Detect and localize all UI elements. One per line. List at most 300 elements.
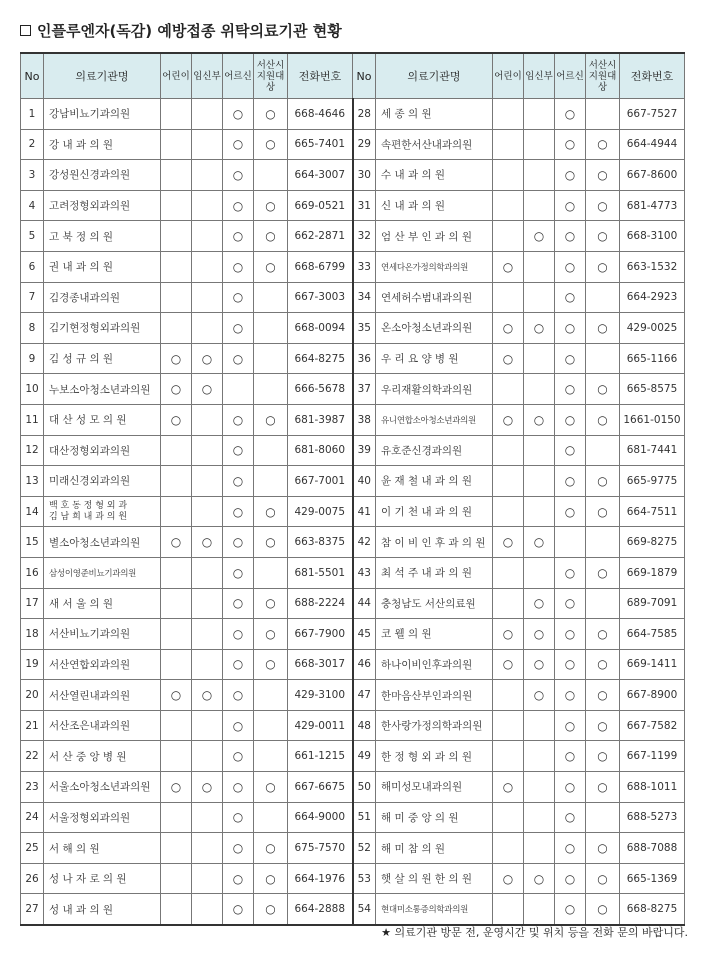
child-mark — [161, 496, 192, 527]
row-number: 36 — [353, 343, 376, 374]
child-header: 어린이 — [493, 53, 524, 99]
senior-mark: ○ — [555, 313, 586, 344]
clinic-name: 강남비뇨기과의원 — [44, 99, 161, 130]
city-support-mark — [254, 374, 288, 405]
phone-header: 전화번호 — [288, 53, 353, 99]
child-mark — [161, 802, 192, 833]
table-row — [21, 374, 685, 405]
child-mark: ○ — [493, 313, 524, 344]
senior-mark: ○ — [223, 251, 254, 282]
senior-mark: ○ — [555, 435, 586, 466]
senior-mark: ○ — [555, 772, 586, 803]
senior-mark: ○ — [223, 313, 254, 344]
pregnant-mark — [192, 282, 223, 313]
phone-number: 669-0521 — [288, 190, 353, 221]
pregnant-mark — [192, 190, 223, 221]
clinic-name: 우 리 요 양 병 원 — [376, 343, 493, 374]
clinic-name: 서울정형외과의원 — [44, 802, 161, 833]
row-number: 7 — [21, 282, 44, 313]
pregnant-mark: ○ — [524, 313, 555, 344]
clinic-name: 유니연합소아청소년과의원 — [376, 404, 493, 435]
city-support-mark: ○ — [586, 404, 620, 435]
row-number: 9 — [21, 343, 44, 374]
phone-number: 668-8275 — [620, 894, 685, 925]
clinic-name: 성 내 과 의 원 — [44, 894, 161, 925]
clinic-name: 백 호 동 정 형 외 과 김 남 희 내 과 의 원 — [44, 496, 161, 527]
table-row — [21, 251, 685, 282]
phone-header: 전화번호 — [620, 53, 685, 99]
clinic-name: 대 산 성 모 의 원 — [44, 404, 161, 435]
phone-number: 669-8275 — [620, 527, 685, 558]
pregnant-mark: ○ — [524, 527, 555, 558]
senior-mark: ○ — [555, 588, 586, 619]
city-support-mark — [254, 557, 288, 588]
senior-mark: ○ — [555, 802, 586, 833]
city-support-mark: ○ — [586, 313, 620, 344]
table-row — [21, 802, 685, 833]
child-mark: ○ — [161, 527, 192, 558]
row-number: 22 — [21, 741, 44, 772]
senior-mark: ○ — [555, 741, 586, 772]
pregnant-mark — [192, 863, 223, 894]
row-number: 54 — [353, 894, 376, 925]
phone-number: 664-2888 — [288, 894, 353, 925]
pregnant-mark — [192, 496, 223, 527]
phone-number: 664-7585 — [620, 619, 685, 650]
clinic-name: 김 성 규 의 원 — [44, 343, 161, 374]
city-support-mark: ○ — [586, 221, 620, 252]
clinic-name: 참 이 비 인 후 과 의 원 — [376, 527, 493, 558]
pregnant-mark: ○ — [524, 680, 555, 711]
child-mark — [493, 802, 524, 833]
pregnant-mark: ○ — [192, 527, 223, 558]
city-support-mark — [254, 435, 288, 466]
clinic-name: 수 내 과 의 원 — [376, 160, 493, 191]
senior-mark: ○ — [223, 772, 254, 803]
table-row — [21, 343, 685, 374]
clinic-table — [20, 52, 685, 926]
row-number: 45 — [353, 619, 376, 650]
phone-number: 667-3003 — [288, 282, 353, 313]
senior-mark: ○ — [555, 282, 586, 313]
row-number: 35 — [353, 313, 376, 344]
row-number: 31 — [353, 190, 376, 221]
clinic-name: 성 나 자 로 의 원 — [44, 863, 161, 894]
row-number: 28 — [353, 99, 376, 130]
phone-number: 688-1011 — [620, 772, 685, 803]
pregnant-mark — [524, 251, 555, 282]
phone-number: 681-4773 — [620, 190, 685, 221]
pregnant-mark — [524, 343, 555, 374]
city-support-mark: ○ — [254, 833, 288, 864]
phone-number: 663-1532 — [620, 251, 685, 282]
city-support-mark — [254, 160, 288, 191]
row-number: 16 — [21, 557, 44, 588]
row-number: 25 — [21, 833, 44, 864]
city-support-mark: ○ — [586, 680, 620, 711]
city-support-mark — [254, 802, 288, 833]
row-number: 38 — [353, 404, 376, 435]
city-support-mark — [586, 435, 620, 466]
city-support-mark — [254, 343, 288, 374]
city-support-mark: ○ — [586, 894, 620, 925]
phone-number: 665-1369 — [620, 863, 685, 894]
child-mark — [161, 619, 192, 650]
senior-mark: ○ — [555, 404, 586, 435]
pregnant-mark — [192, 833, 223, 864]
senior-mark: ○ — [223, 404, 254, 435]
child-mark — [161, 435, 192, 466]
city-support-mark — [586, 802, 620, 833]
table-row — [21, 588, 685, 619]
phone-number: 667-7001 — [288, 466, 353, 497]
row-number: 40 — [353, 466, 376, 497]
senior-mark: ○ — [555, 251, 586, 282]
city-support-mark: ○ — [586, 557, 620, 588]
senior-mark: ○ — [223, 99, 254, 130]
city-support-mark — [254, 710, 288, 741]
phone-number: 665-7401 — [288, 129, 353, 160]
row-number: 43 — [353, 557, 376, 588]
child-mark — [161, 313, 192, 344]
phone-number: 667-6675 — [288, 772, 353, 803]
pregnant-mark — [524, 741, 555, 772]
pregnant-mark — [192, 404, 223, 435]
phone-number: 669-1879 — [620, 557, 685, 588]
child-mark — [161, 557, 192, 588]
clinic-name: 윤 재 철 내 과 의 원 — [376, 466, 493, 497]
child-mark: ○ — [493, 343, 524, 374]
clinic-name: 온소아청소년과의원 — [376, 313, 493, 344]
row-number: 32 — [353, 221, 376, 252]
city-support-mark: ○ — [586, 160, 620, 191]
city-support-mark — [586, 527, 620, 558]
city-support-mark — [254, 466, 288, 497]
phone-number: 1661-0150 — [620, 404, 685, 435]
row-number: 18 — [21, 619, 44, 650]
phone-number: 664-1976 — [288, 863, 353, 894]
city-support-mark — [586, 343, 620, 374]
clinic-name: 김경종내과의원 — [44, 282, 161, 313]
city-support-mark — [254, 282, 288, 313]
senior-mark: ○ — [223, 802, 254, 833]
child-mark — [161, 99, 192, 130]
pregnant-mark — [192, 129, 223, 160]
clinic-name: 하나이비인후과의원 — [376, 649, 493, 680]
child-mark: ○ — [493, 404, 524, 435]
clinic-name: 최 석 주 내 과 의 원 — [376, 557, 493, 588]
phone-number: 665-1166 — [620, 343, 685, 374]
pregnant-mark — [192, 160, 223, 191]
page-title — [20, 20, 342, 41]
child-mark: ○ — [493, 863, 524, 894]
phone-number: 665-8575 — [620, 374, 685, 405]
table-row — [21, 190, 685, 221]
pregnant-mark — [524, 496, 555, 527]
senior-mark: ○ — [555, 190, 586, 221]
row-number: 1 — [21, 99, 44, 130]
clinic-name: 한마음산부인과의원 — [376, 680, 493, 711]
table-row — [21, 160, 685, 191]
clinic-name: 코 웰 의 원 — [376, 619, 493, 650]
pregnant-mark: ○ — [524, 649, 555, 680]
child-mark: ○ — [493, 772, 524, 803]
senior-header: 어르신 — [223, 53, 254, 99]
child-mark — [161, 894, 192, 925]
clinic-name: 세 종 의 원 — [376, 99, 493, 130]
phone-number: 429-0011 — [288, 710, 353, 741]
row-number: 11 — [21, 404, 44, 435]
city-support-mark — [586, 588, 620, 619]
senior-mark: ○ — [555, 466, 586, 497]
pregnant-mark — [524, 894, 555, 925]
senior-mark: ○ — [555, 894, 586, 925]
pregnant-mark — [192, 802, 223, 833]
child-mark — [161, 251, 192, 282]
page-title-text: 인플루엔자(독감) 예방접종 위탁의료기관 현황 — [37, 22, 342, 40]
phone-number: 667-1199 — [620, 741, 685, 772]
senior-mark: ○ — [555, 680, 586, 711]
pregnant-mark: ○ — [192, 772, 223, 803]
table-row — [21, 741, 685, 772]
pregnant-mark: ○ — [524, 588, 555, 619]
senior-mark: ○ — [223, 619, 254, 650]
child-mark — [493, 833, 524, 864]
pregnant-mark: ○ — [524, 863, 555, 894]
city-support-header: 서산시 지원대상 — [586, 53, 620, 99]
pregnant-mark — [524, 435, 555, 466]
child-mark — [493, 680, 524, 711]
senior-mark: ○ — [555, 710, 586, 741]
row-number: 24 — [21, 802, 44, 833]
city-support-mark: ○ — [254, 619, 288, 650]
city-support-mark — [254, 741, 288, 772]
child-mark: ○ — [161, 404, 192, 435]
pregnant-mark: ○ — [524, 404, 555, 435]
row-number: 21 — [21, 710, 44, 741]
city-support-mark — [254, 680, 288, 711]
row-number: 23 — [21, 772, 44, 803]
city-support-mark: ○ — [254, 649, 288, 680]
phone-number: 675-7570 — [288, 833, 353, 864]
child-header: 어린이 — [161, 53, 192, 99]
row-number: 49 — [353, 741, 376, 772]
senior-mark: ○ — [555, 557, 586, 588]
phone-number: 688-2224 — [288, 588, 353, 619]
child-mark: ○ — [493, 251, 524, 282]
row-number: 47 — [353, 680, 376, 711]
clinic-name: 강 내 과 의 원 — [44, 129, 161, 160]
clinic-name: 충청남도 서산의료원 — [376, 588, 493, 619]
child-mark — [161, 741, 192, 772]
city-support-mark: ○ — [254, 404, 288, 435]
row-number: 52 — [353, 833, 376, 864]
row-number: 50 — [353, 772, 376, 803]
senior-mark: ○ — [223, 710, 254, 741]
clinic-name: 새 서 울 의 원 — [44, 588, 161, 619]
phone-number: 667-7582 — [620, 710, 685, 741]
phone-number: 663-8375 — [288, 527, 353, 558]
clinic-name: 엄 산 부 인 과 의 원 — [376, 221, 493, 252]
city-support-mark: ○ — [586, 741, 620, 772]
phone-number: 429-0025 — [620, 313, 685, 344]
clinic-name: 고 북 정 의 원 — [44, 221, 161, 252]
no-header: No — [353, 53, 376, 99]
child-mark: ○ — [493, 619, 524, 650]
row-number: 10 — [21, 374, 44, 405]
city-support-mark: ○ — [254, 527, 288, 558]
row-number: 13 — [21, 466, 44, 497]
senior-mark — [555, 527, 586, 558]
phone-number: 667-8900 — [620, 680, 685, 711]
clinic-name: 신 내 과 의 원 — [376, 190, 493, 221]
row-number: 12 — [21, 435, 44, 466]
pregnant-header: 임신부 — [524, 53, 555, 99]
child-mark — [493, 435, 524, 466]
row-number: 41 — [353, 496, 376, 527]
row-number: 6 — [21, 251, 44, 282]
phone-number: 668-0094 — [288, 313, 353, 344]
child-mark — [493, 99, 524, 130]
child-mark — [493, 190, 524, 221]
child-mark — [161, 190, 192, 221]
phone-number: 662-2871 — [288, 221, 353, 252]
table-row — [21, 894, 685, 925]
row-number: 33 — [353, 251, 376, 282]
child-mark: ○ — [493, 527, 524, 558]
senior-mark: ○ — [223, 129, 254, 160]
row-number: 26 — [21, 863, 44, 894]
checkbox-square-icon — [20, 25, 31, 36]
child-mark — [161, 710, 192, 741]
child-mark — [493, 588, 524, 619]
pregnant-mark — [192, 619, 223, 650]
phone-number: 688-5273 — [620, 802, 685, 833]
phone-number: 668-3017 — [288, 649, 353, 680]
city-support-mark — [254, 313, 288, 344]
phone-number: 688-7088 — [620, 833, 685, 864]
city-support-mark: ○ — [586, 772, 620, 803]
city-support-mark: ○ — [586, 496, 620, 527]
phone-number: 664-8275 — [288, 343, 353, 374]
table-row — [21, 833, 685, 864]
pregnant-mark — [524, 557, 555, 588]
city-support-mark: ○ — [586, 649, 620, 680]
city-support-mark: ○ — [254, 129, 288, 160]
child-mark — [161, 588, 192, 619]
table-row — [21, 649, 685, 680]
senior-mark: ○ — [223, 894, 254, 925]
senior-mark: ○ — [223, 557, 254, 588]
clinic-name: 서산열린내과의원 — [44, 680, 161, 711]
clinic-name: 삼성이영준비뇨기과의원 — [44, 557, 161, 588]
phone-number: 668-6799 — [288, 251, 353, 282]
city-support-mark: ○ — [586, 466, 620, 497]
city-support-mark — [586, 99, 620, 130]
row-number: 39 — [353, 435, 376, 466]
child-mark: ○ — [161, 343, 192, 374]
clinic-name: 서산비뇨기과의원 — [44, 619, 161, 650]
senior-mark: ○ — [555, 129, 586, 160]
pregnant-mark — [192, 99, 223, 130]
child-mark — [493, 221, 524, 252]
pregnant-mark — [524, 160, 555, 191]
phone-number: 664-3007 — [288, 160, 353, 191]
phone-number: 681-8060 — [288, 435, 353, 466]
city-support-header: 서산시 지원대상 — [254, 53, 288, 99]
clinic-name: 별소아청소년과의원 — [44, 527, 161, 558]
pregnant-mark — [192, 557, 223, 588]
row-number: 46 — [353, 649, 376, 680]
table-row — [21, 863, 685, 894]
senior-mark: ○ — [223, 343, 254, 374]
city-support-mark: ○ — [586, 190, 620, 221]
senior-mark: ○ — [555, 863, 586, 894]
clinic-name: 유호준신경과의원 — [376, 435, 493, 466]
clinic-name: 연세허수범내과의원 — [376, 282, 493, 313]
clinic-name: 고려정형외과의원 — [44, 190, 161, 221]
pregnant-mark — [192, 466, 223, 497]
pregnant-mark — [524, 802, 555, 833]
phone-number: 665-9775 — [620, 466, 685, 497]
clinic-name: 한 정 형 외 과 의 원 — [376, 741, 493, 772]
city-support-mark: ○ — [586, 374, 620, 405]
child-mark — [493, 282, 524, 313]
phone-number: 664-4944 — [620, 129, 685, 160]
clinic-name: 이 기 천 내 과 의 원 — [376, 496, 493, 527]
table-row — [21, 99, 685, 130]
pregnant-mark — [524, 710, 555, 741]
pregnant-mark — [524, 99, 555, 130]
table-row — [21, 129, 685, 160]
city-support-mark: ○ — [586, 833, 620, 864]
clinic-name: 서울소아청소년과의원 — [44, 772, 161, 803]
pregnant-mark — [192, 710, 223, 741]
child-mark — [161, 160, 192, 191]
city-support-mark: ○ — [254, 221, 288, 252]
table-row — [21, 619, 685, 650]
pregnant-mark — [524, 374, 555, 405]
child-mark — [493, 160, 524, 191]
pregnant-mark — [524, 833, 555, 864]
senior-mark: ○ — [555, 619, 586, 650]
name-header: 의료기관명 — [376, 53, 493, 99]
senior-header: 어르신 — [555, 53, 586, 99]
city-support-mark: ○ — [254, 772, 288, 803]
senior-mark: ○ — [223, 496, 254, 527]
city-support-mark: ○ — [254, 588, 288, 619]
city-support-mark: ○ — [254, 190, 288, 221]
pregnant-mark — [192, 251, 223, 282]
senior-mark: ○ — [223, 588, 254, 619]
row-number: 48 — [353, 710, 376, 741]
senior-mark: ○ — [555, 833, 586, 864]
pregnant-mark — [192, 588, 223, 619]
phone-number: 666-5678 — [288, 374, 353, 405]
pregnant-mark — [192, 313, 223, 344]
name-header: 의료기관명 — [44, 53, 161, 99]
senior-mark: ○ — [223, 190, 254, 221]
pregnant-mark: ○ — [192, 680, 223, 711]
pregnant-mark — [524, 190, 555, 221]
table-body — [21, 99, 685, 926]
senior-mark: ○ — [555, 343, 586, 374]
senior-mark: ○ — [223, 680, 254, 711]
phone-number: 669-1411 — [620, 649, 685, 680]
senior-mark: ○ — [555, 160, 586, 191]
table-row — [21, 404, 685, 435]
senior-mark: ○ — [223, 435, 254, 466]
